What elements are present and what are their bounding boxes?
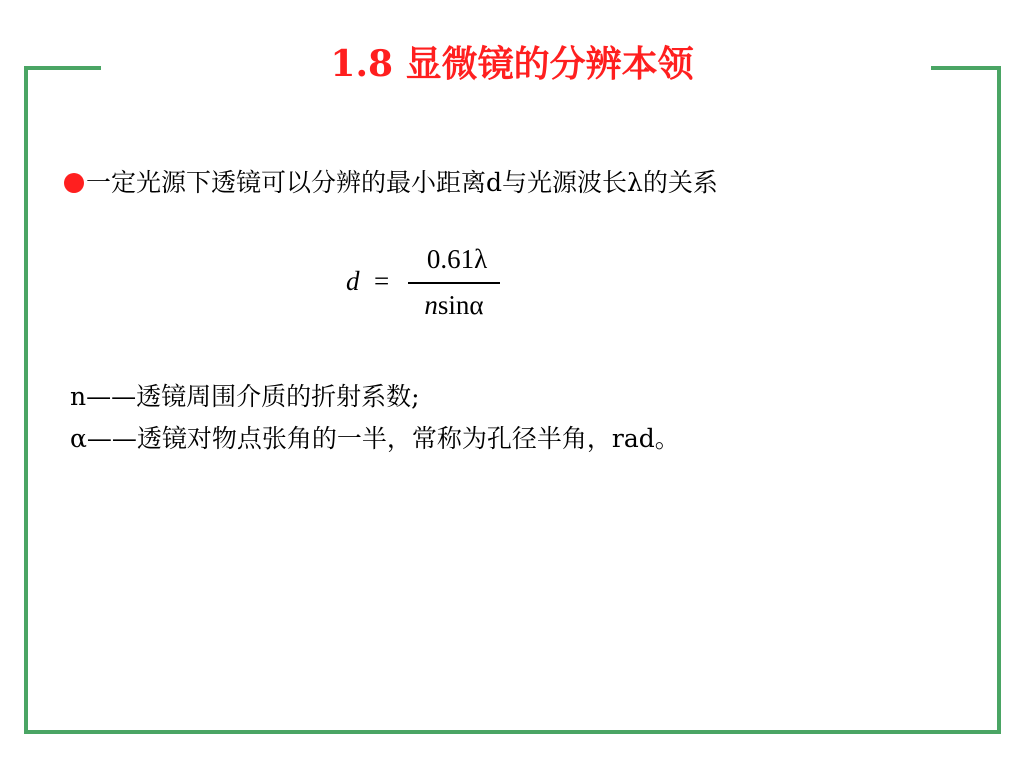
bullet-dot-icon (64, 173, 84, 193)
formula-lhs: d (346, 266, 360, 296)
bullet-item (64, 166, 718, 200)
formula-denominator-rest: sinα (437, 290, 484, 320)
definition-alpha: α——透镜对物点张角的一半，常称为孔径半角，rad。 (70, 424, 680, 453)
bullet-text: 一定光源下透镜可以分辨的最小距离d与光源波长λ的关系 (86, 168, 718, 197)
resolution-formula (344, 244, 514, 328)
frame-border-right (997, 66, 1001, 734)
formula-fraction-bar (408, 282, 500, 284)
definition-n: n——透镜周围介质的折射系数; (70, 382, 420, 411)
formula-denominator (408, 290, 500, 321)
formula-equals: = (374, 266, 390, 296)
formula-denominator-n: n (424, 290, 438, 320)
frame-border-bottom (24, 730, 1001, 734)
slide-title: 1.8 显微镜的分辨本领 (330, 43, 694, 85)
frame-border-left (24, 66, 28, 734)
formula-numerator: 0.61λ (426, 244, 488, 274)
